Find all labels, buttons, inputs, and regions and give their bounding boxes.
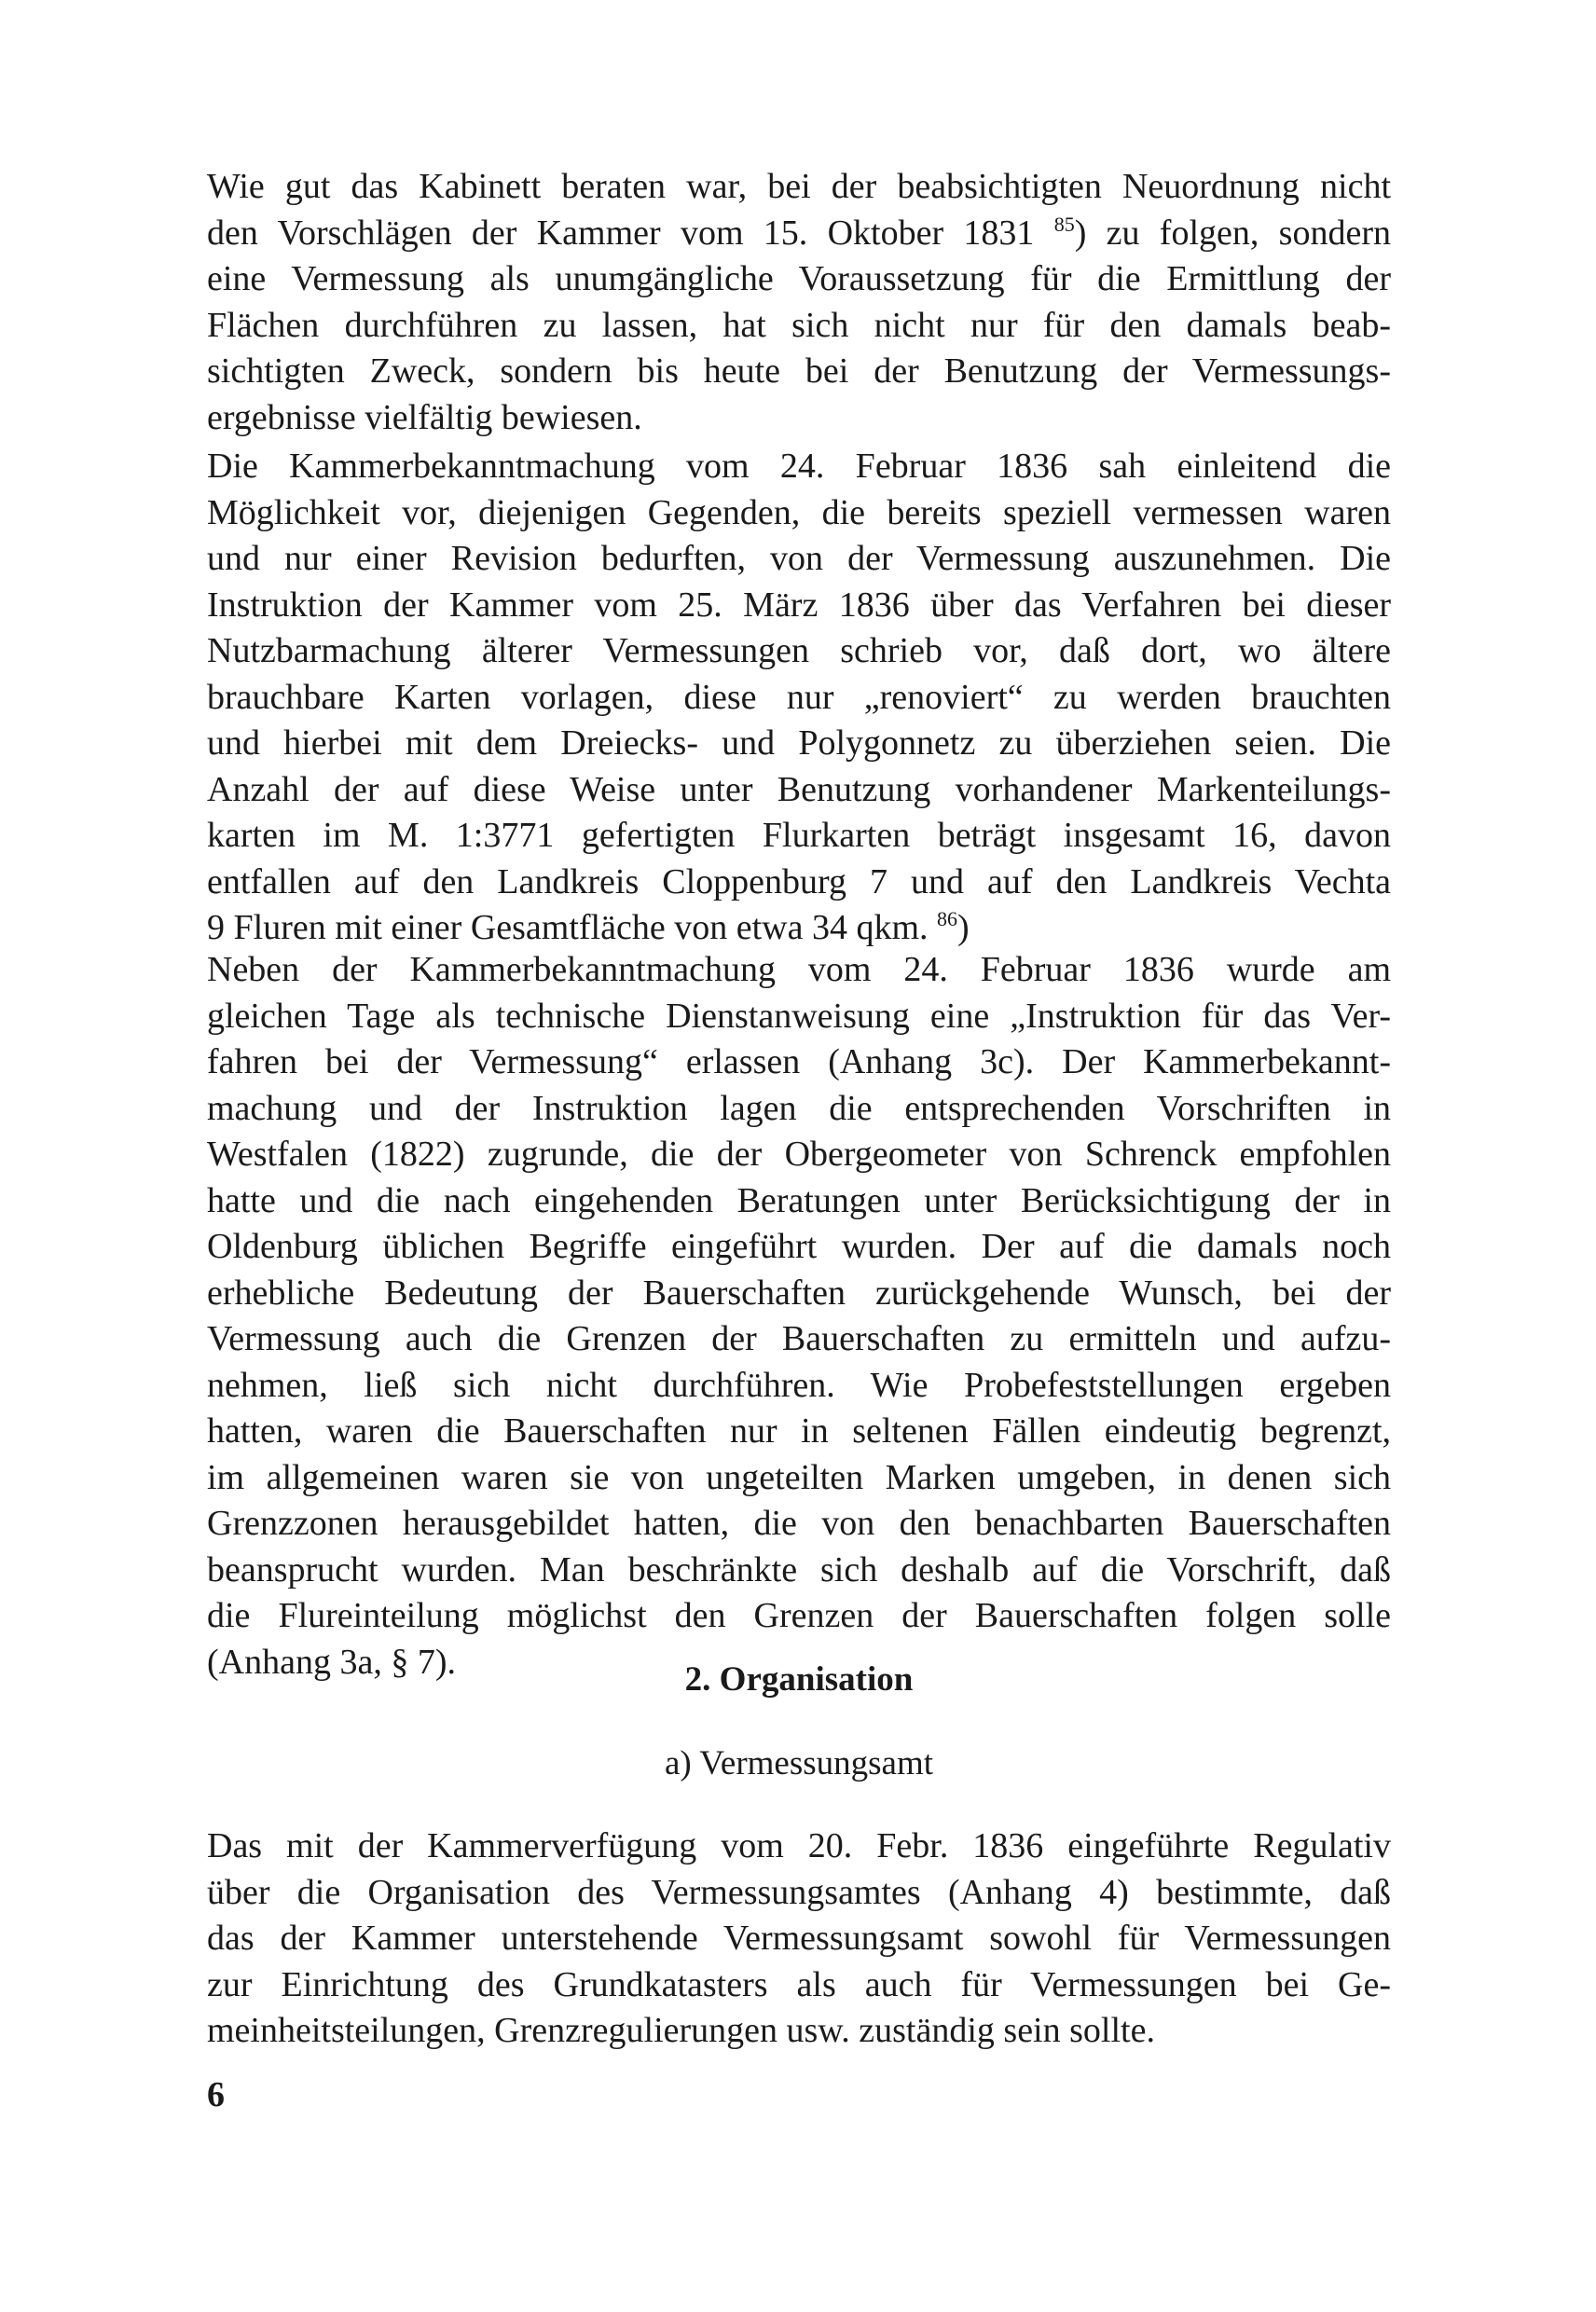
text-line: (Anhang 3a, § 7).: [207, 1642, 456, 1682]
text-line: Wie gut das Kabinett beraten war, bei der beabsichtigten Neuordnung nicht: [207, 167, 1391, 206]
text-span: 9 Fluren mit einer Gesamtfläche von etwa 34 qkm.: [207, 908, 938, 947]
text-span: ) zu folgen, sondern: [1074, 213, 1391, 253]
text-line: fahren bei der Vermessung“ erlassen (Anhang 3c). Der Kammerbekannt-: [207, 1042, 1391, 1081]
text-line: zur Einrichtung des Grundkatasters als auch für Vermessungen bei Ge-: [207, 1964, 1391, 2004]
paragraph-1: [207, 164, 1391, 441]
text-line: karten im M. 1:3771 gefertigten Flurkarten beträgt insgesamt 16, davon: [207, 816, 1391, 855]
paragraph-4: [207, 1823, 1391, 2055]
paragraph-3: [207, 947, 1391, 1686]
section-heading: 2. Organisation: [684, 1660, 914, 1699]
text-line: Westfalen (1822) zugrunde, die der Obergeometer von Schrenck empfohlen: [207, 1135, 1391, 1174]
text-line: erhebliche Bedeutung der Bauerschaften zurückgehende Wunsch, bei der: [207, 1273, 1391, 1313]
text-line: und hierbei mit dem Dreiecks- und Polygonnetz zu überziehen seien. Die: [207, 723, 1391, 763]
text-line: Neben der Kammerbekanntmachung vom 24. Februar 1836 wurde am: [207, 950, 1391, 989]
text-span: ): [957, 908, 970, 947]
subsection-heading: a) Vermessungsamt: [664, 1744, 934, 1782]
text-line: [207, 211, 1391, 257]
text-line: ergebnisse vielfältig bewiesen.: [207, 397, 642, 437]
text-line: die Flureinteilung möglichst den Grenzen der Bauerschaften folgen solle: [207, 1596, 1391, 1635]
text-span: den Vorschlägen der Kammer vom 15. Oktober 1831: [207, 213, 1054, 253]
text-line: Grenzzonen herausgebildet hatten, die von den benachbarten Bauerschaften: [207, 1504, 1391, 1543]
text-line: Oldenburg üblichen Begriffe eingeführt wurden. Der auf die damals noch: [207, 1227, 1391, 1266]
text-line: Anzahl der auf diese Weise unter Benutzung vorhandener Markenteilungs-: [207, 769, 1391, 809]
text-line: Das mit der Kammerverfügung vom 20. Febr. 1836 eingeführte Regulativ: [207, 1826, 1391, 1865]
text-line: über die Organisation des Vermessungsamtes (Anhang 4) bestimmte, daß: [207, 1872, 1391, 1912]
text-line: eine Vermessung als unumgängliche Voraussetzung für die Ermittlung der: [207, 259, 1391, 298]
text-line: entfallen auf den Landkreis Cloppenburg 7 und auf den Landkreis Vechta: [207, 861, 1391, 901]
footnote-ref[interactable]: 85: [1053, 212, 1075, 236]
text-line: und nur einer Revision bedurften, von der Vermessung auszunehmen. Die: [207, 539, 1391, 578]
text-line: Flächen durchführen zu lassen, hat sich nicht nur für den damals beab-: [207, 305, 1391, 345]
text-line: brauchbare Karten vorlagen, diese nur „renoviert“ zu werden brauchten: [207, 677, 1391, 717]
text-line: gleichen Tage als technische Dienstanweisung eine „Instruktion für das Ver-: [207, 996, 1391, 1036]
text-line: Instruktion der Kammer vom 25. März 1836 über das Verfahren bei dieser: [207, 585, 1391, 625]
text-line: Die Kammerbekanntmachung vom 24. Februar 1836 sah einleitend die: [207, 447, 1391, 486]
text-line: im allgemeinen waren sie von ungeteilten Marken umgeben, in denen sich: [207, 1457, 1391, 1497]
text-line: Nutzbarmachung älterer Vermessungen schrieb vor, daß dort, wo ältere: [207, 631, 1391, 670]
text-line: nehmen, ließ sich nicht durchführen. Wie Probefeststellungen ergeben: [207, 1365, 1391, 1405]
text-line: meinheitsteilungen, Grenzregulierungen usw. zuständig sein sollte.: [207, 2011, 1155, 2050]
text-line: machung und der Instruktion lagen die entsprechenden Vorschriften in: [207, 1088, 1391, 1128]
paragraph-2: [207, 444, 1391, 952]
text-line: Möglichkeit vor, diejenigen Gegenden, die bereits speziell vermessen waren: [207, 492, 1391, 532]
text-line: hatte und die nach eingehenden Beratungen unter Berücksichtigung der in: [207, 1180, 1391, 1220]
text-line: beansprucht wurden. Man beschränkte sich deshalb auf die Vorschrift, daß: [207, 1549, 1391, 1590]
page-number: 6: [207, 2075, 225, 2114]
text-line: [207, 905, 1391, 952]
text-line: sichtigten Zweck, sondern bis heute bei der Benutzung der Vermessungs-: [207, 351, 1391, 391]
text-line: hatten, waren die Bauerschaften nur in seltenen Fällen eindeutig begrenzt,: [207, 1411, 1391, 1451]
footnote-ref[interactable]: 86: [937, 907, 958, 930]
text-line: Vermessung auch die Grenzen der Bauerschaften zu ermitteln und aufzu-: [207, 1319, 1391, 1358]
text-line: das der Kammer unterstehende Vermessungsamt sowohl für Vermessungen: [207, 1919, 1391, 1958]
